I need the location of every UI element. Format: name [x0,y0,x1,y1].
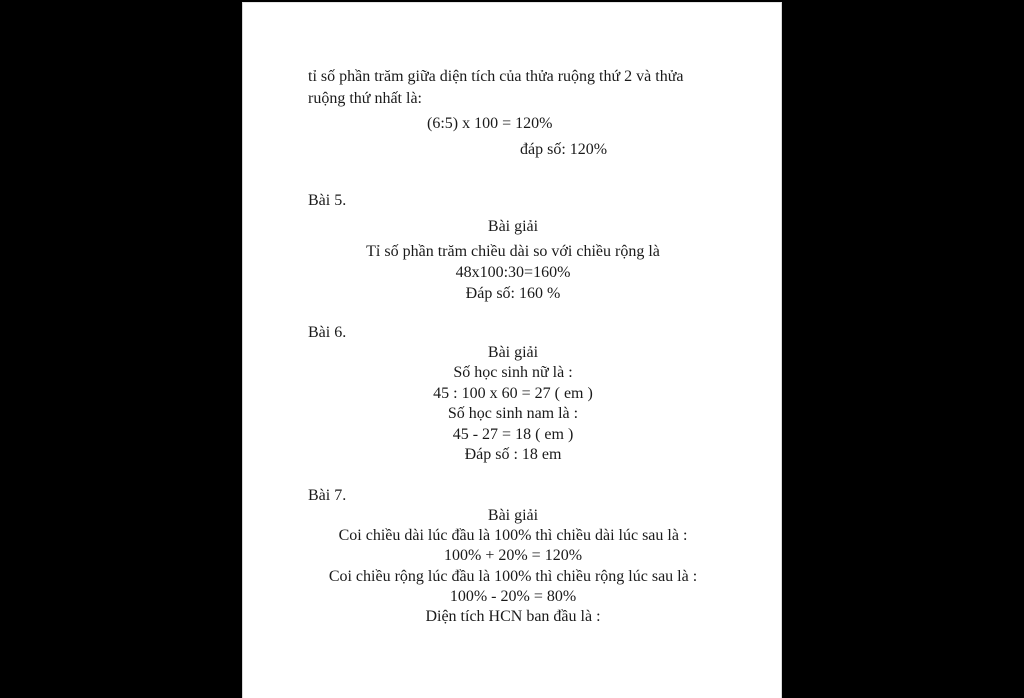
bai6-answer: Đáp số : 18 em [464,446,562,463]
bai7-title: Bài giải [487,507,539,524]
intro-calculation: (6:5) x 100 = 120% [427,115,553,132]
bai6-line: Số học sinh nam là : [447,405,579,422]
bai5-title: Bài giải [487,218,539,235]
bai7-line: Diện tích HCN ban đầu là : [425,608,601,625]
intro-answer: đáp số: 120% [520,141,608,158]
intro-text-line-1: tỉ số phần trăm giữa diện tích của thửa ruộng thứ 2 và thửa [308,68,684,85]
bai6-title: Bài giải [487,344,539,361]
bai7-line: 100% + 20% = 120% [443,547,583,564]
bai5-heading: Bài 5. [308,192,347,209]
bai6-heading: Bài 6. [308,324,347,341]
bai7-line: 100% - 20% = 80% [449,588,577,605]
bai5-answer: Đáp số: 160 % [465,285,561,302]
bai7-line: Coi chiều dài lúc đầu là 100% thì chiều dài lúc sau là : [338,527,688,544]
bai5-line: Tỉ số phần trăm chiều dài so với chiều rộng là [366,243,660,260]
bai6-line: 45 : 100 x 60 = 27 ( em ) [433,385,593,402]
document-page [242,2,782,698]
bai6-line: Số học sinh nữ là : [453,364,573,381]
bai6-line: 45 - 27 = 18 ( em ) [452,426,574,443]
bai7-line: Coi chiều rộng lúc đầu là 100% thì chiều rộng lúc sau là : [328,568,698,585]
bai7-heading: Bài 7. [308,487,347,504]
bai5-line: 48x100:30=160% [455,264,571,281]
intro-text-line-2: ruộng thứ nhất là: [308,90,422,107]
